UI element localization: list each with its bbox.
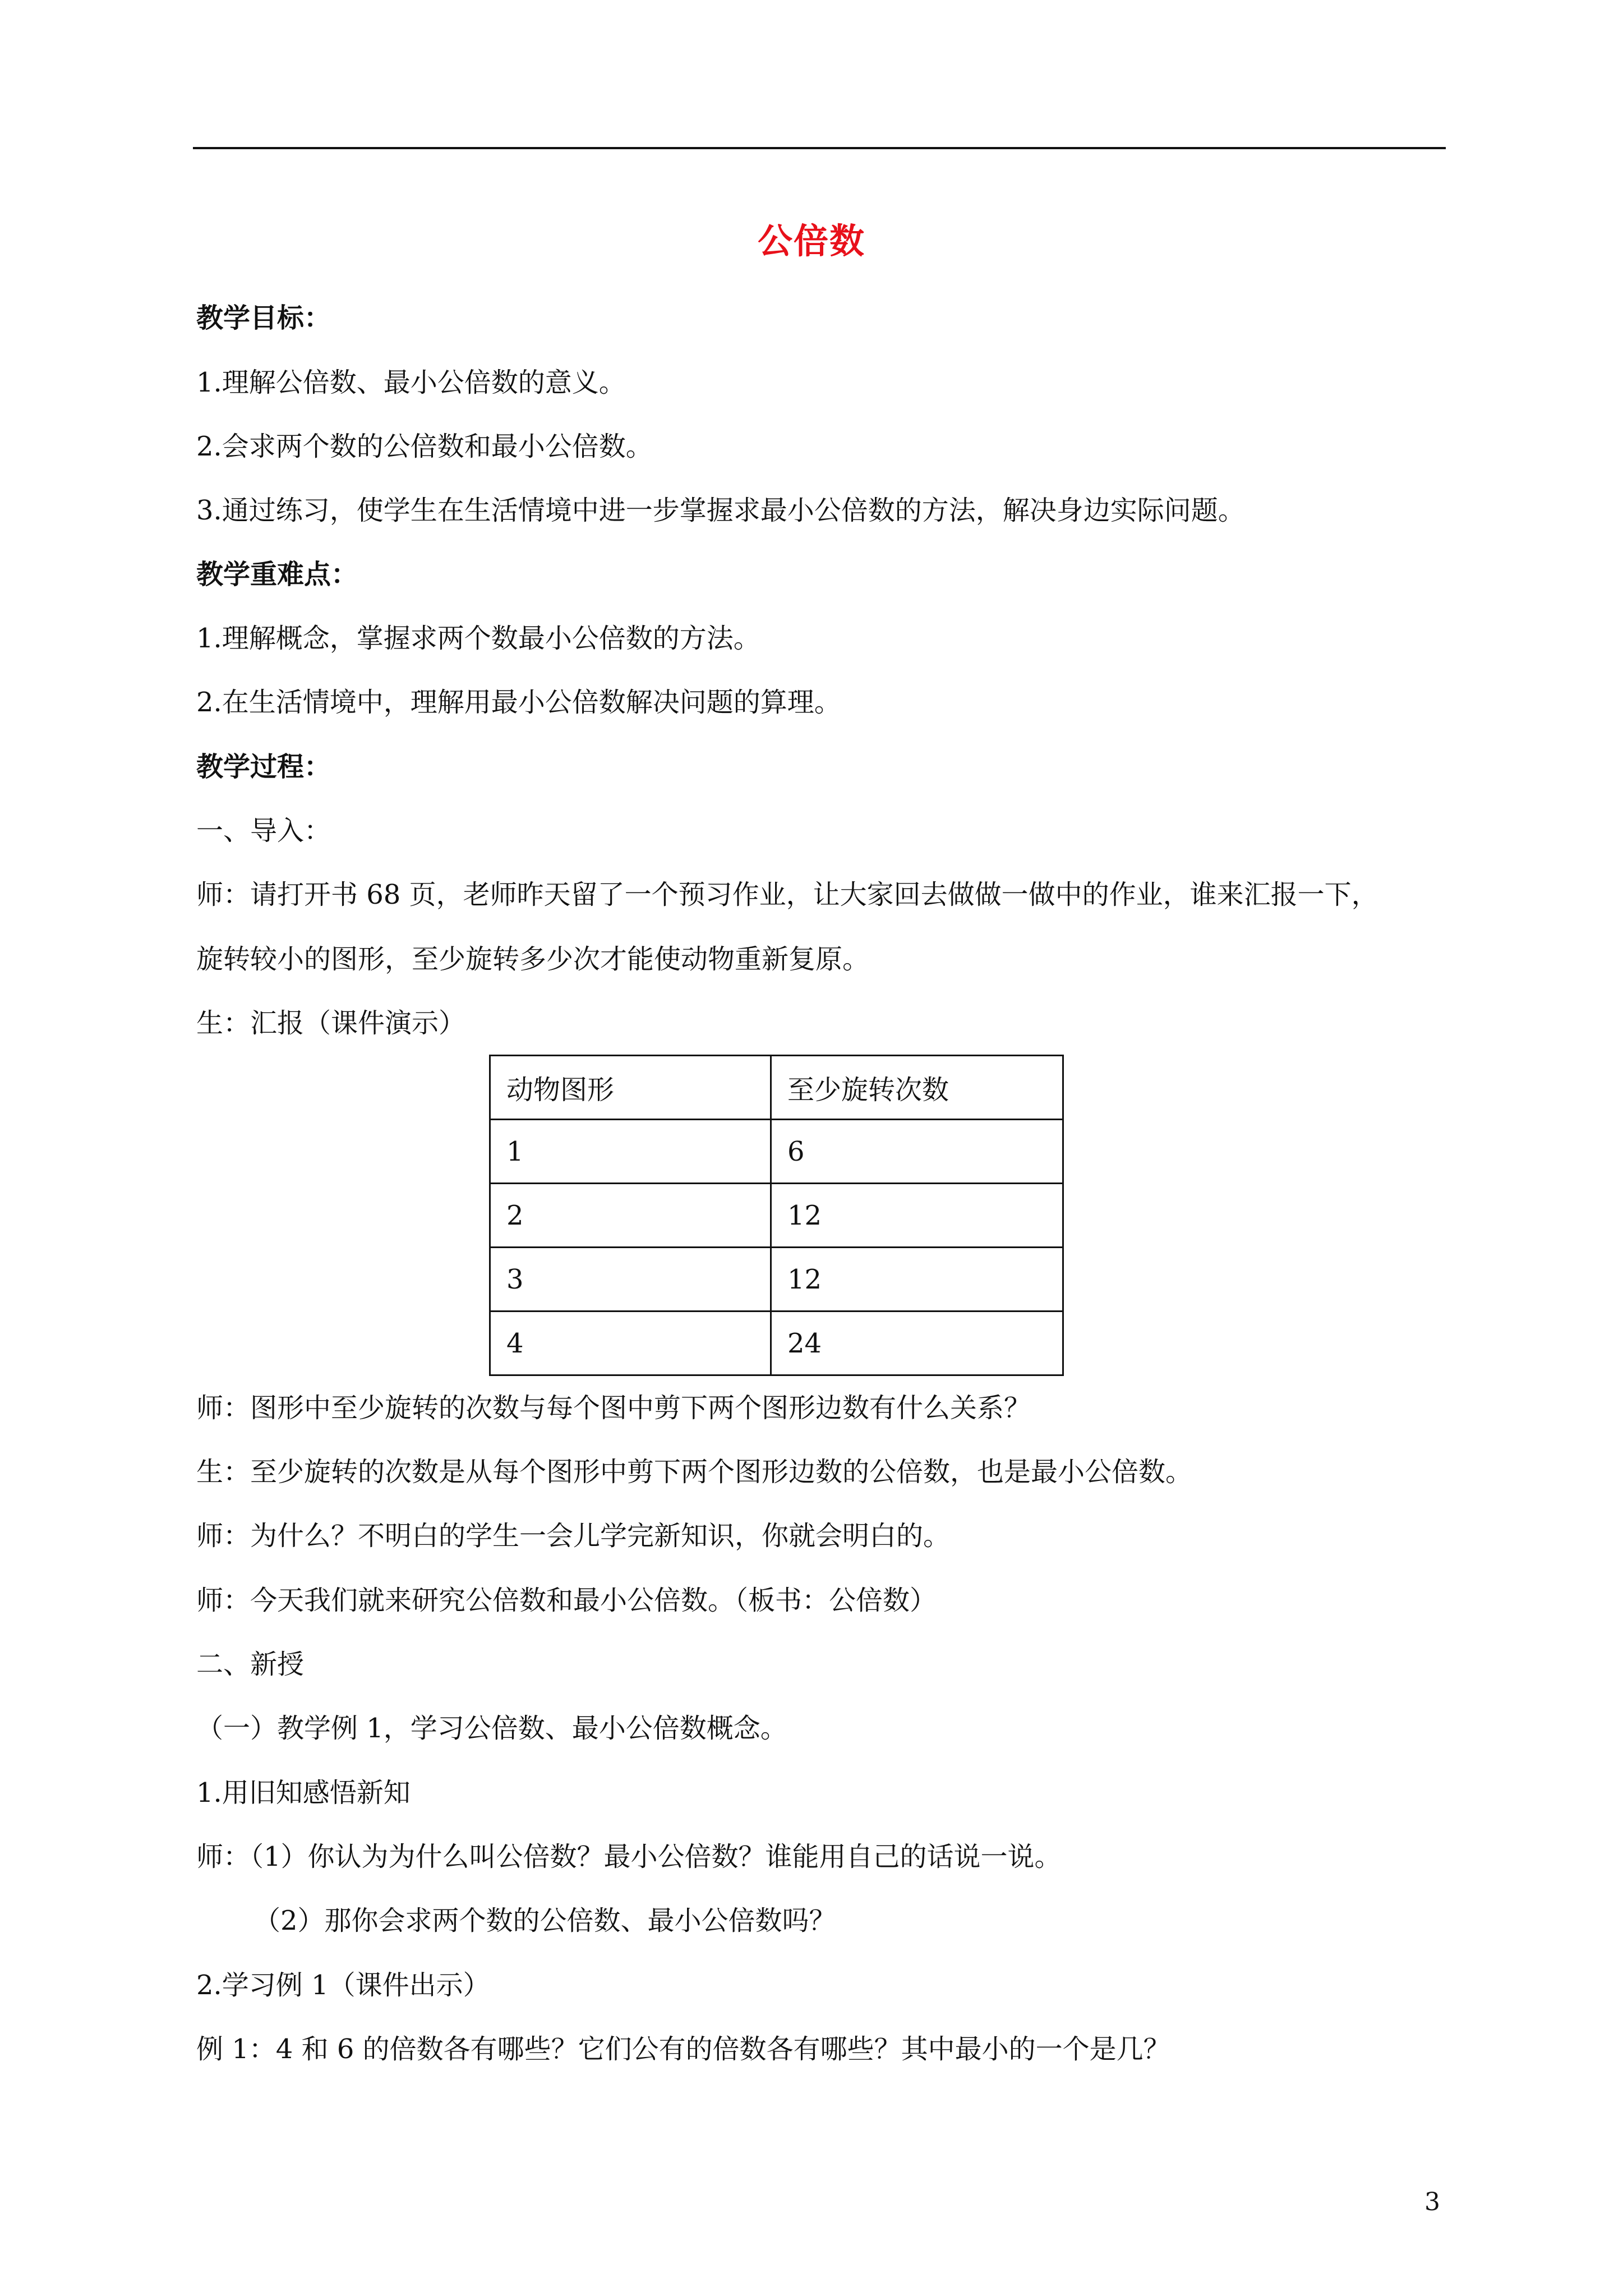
table-row bbox=[490, 1312, 1063, 1375]
table-cell: 12 bbox=[771, 1184, 1063, 1248]
paragraph-line: 师：为什么？不明白的学生一会儿学完新知识，你就会明白的。 bbox=[196, 1520, 951, 1552]
page-number: 3 bbox=[1424, 2188, 1440, 2216]
header-rule bbox=[193, 147, 1446, 149]
document-title: 公倍数 bbox=[757, 220, 865, 261]
process-heading: 教学过程： bbox=[196, 751, 331, 783]
rotation-table bbox=[489, 1055, 1064, 1376]
paragraph-line: 师：请打开书 68 页，老师昨天留了一个预习作业，让大家回去做做一做中的作业，谁来汇报一下， bbox=[196, 879, 1378, 910]
table-cell: 2 bbox=[490, 1184, 771, 1248]
table-cell: 24 bbox=[771, 1312, 1063, 1375]
paragraph-line: 师：（1）你认为为什么叫公倍数？最小公倍数？谁能用自己的话说一说。 bbox=[196, 1841, 1062, 1872]
paragraph-line: 2.学习例 1（课件出示） bbox=[196, 1970, 490, 2001]
paragraph-line: （2）那你会求两个数的公倍数、最小公倍数吗？ bbox=[253, 1905, 836, 1936]
table-row bbox=[490, 1184, 1063, 1248]
paragraph-line: 例 1：4 和 6 的倍数各有哪些？它们公有的倍数各有哪些？其中最小的一个是几？ bbox=[196, 2033, 1170, 2065]
table-header-cell: 至少旋转次数 bbox=[771, 1056, 1063, 1120]
goal-item-2: 2.会求两个数的公倍数和最小公倍数。 bbox=[196, 431, 653, 462]
table-row bbox=[490, 1248, 1063, 1312]
intro-heading: 一、导入： bbox=[196, 815, 331, 846]
paragraph-line: 生：汇报（课件演示） bbox=[196, 1007, 466, 1039]
table-cell: 3 bbox=[490, 1248, 771, 1312]
table-header-row bbox=[490, 1056, 1063, 1120]
goal-item-1: 1.理解公倍数、最小公倍数的意义。 bbox=[196, 367, 626, 398]
keypoint-item-2: 2.在生活情境中，理解用最小公倍数解决问题的算理。 bbox=[196, 687, 841, 718]
table-cell: 6 bbox=[771, 1120, 1063, 1184]
table-header-cell: 动物图形 bbox=[490, 1056, 771, 1120]
goal-item-3: 3.通过练习，使学生在生活情境中进一步掌握求最小公倍数的方法，解决身边实际问题。 bbox=[196, 495, 1245, 526]
paragraph-line: 师：今天我们就来研究公倍数和最小公倍数。（板书：公倍数） bbox=[196, 1585, 937, 1616]
keypoint-item-1: 1.理解概念，掌握求两个数最小公倍数的方法。 bbox=[196, 623, 760, 654]
paragraph-line: 旋转较小的图形，至少旋转多少次才能使动物重新复原。 bbox=[196, 944, 870, 975]
table-cell: 4 bbox=[490, 1312, 771, 1375]
keypoints-heading: 教学重难点： bbox=[196, 559, 358, 590]
paragraph-line: 生：至少旋转的次数是从每个图形中剪下两个图形边数的公倍数，也是最小公倍数。 bbox=[196, 1456, 1193, 1488]
paragraph-line: （一）教学例 1，学习公倍数、最小公倍数概念。 bbox=[196, 1713, 787, 1744]
table-cell: 12 bbox=[771, 1248, 1063, 1312]
table-row bbox=[490, 1120, 1063, 1184]
table-cell: 1 bbox=[490, 1120, 771, 1184]
section-heading: 二、新授 bbox=[196, 1649, 305, 1680]
paragraph-line: 师：图形中至少旋转的次数与每个图中剪下两个图形边数有什么关系？ bbox=[196, 1392, 1031, 1424]
paragraph-line: 1.用旧知感悟新知 bbox=[196, 1777, 411, 1809]
goals-heading: 教学目标： bbox=[196, 302, 331, 334]
